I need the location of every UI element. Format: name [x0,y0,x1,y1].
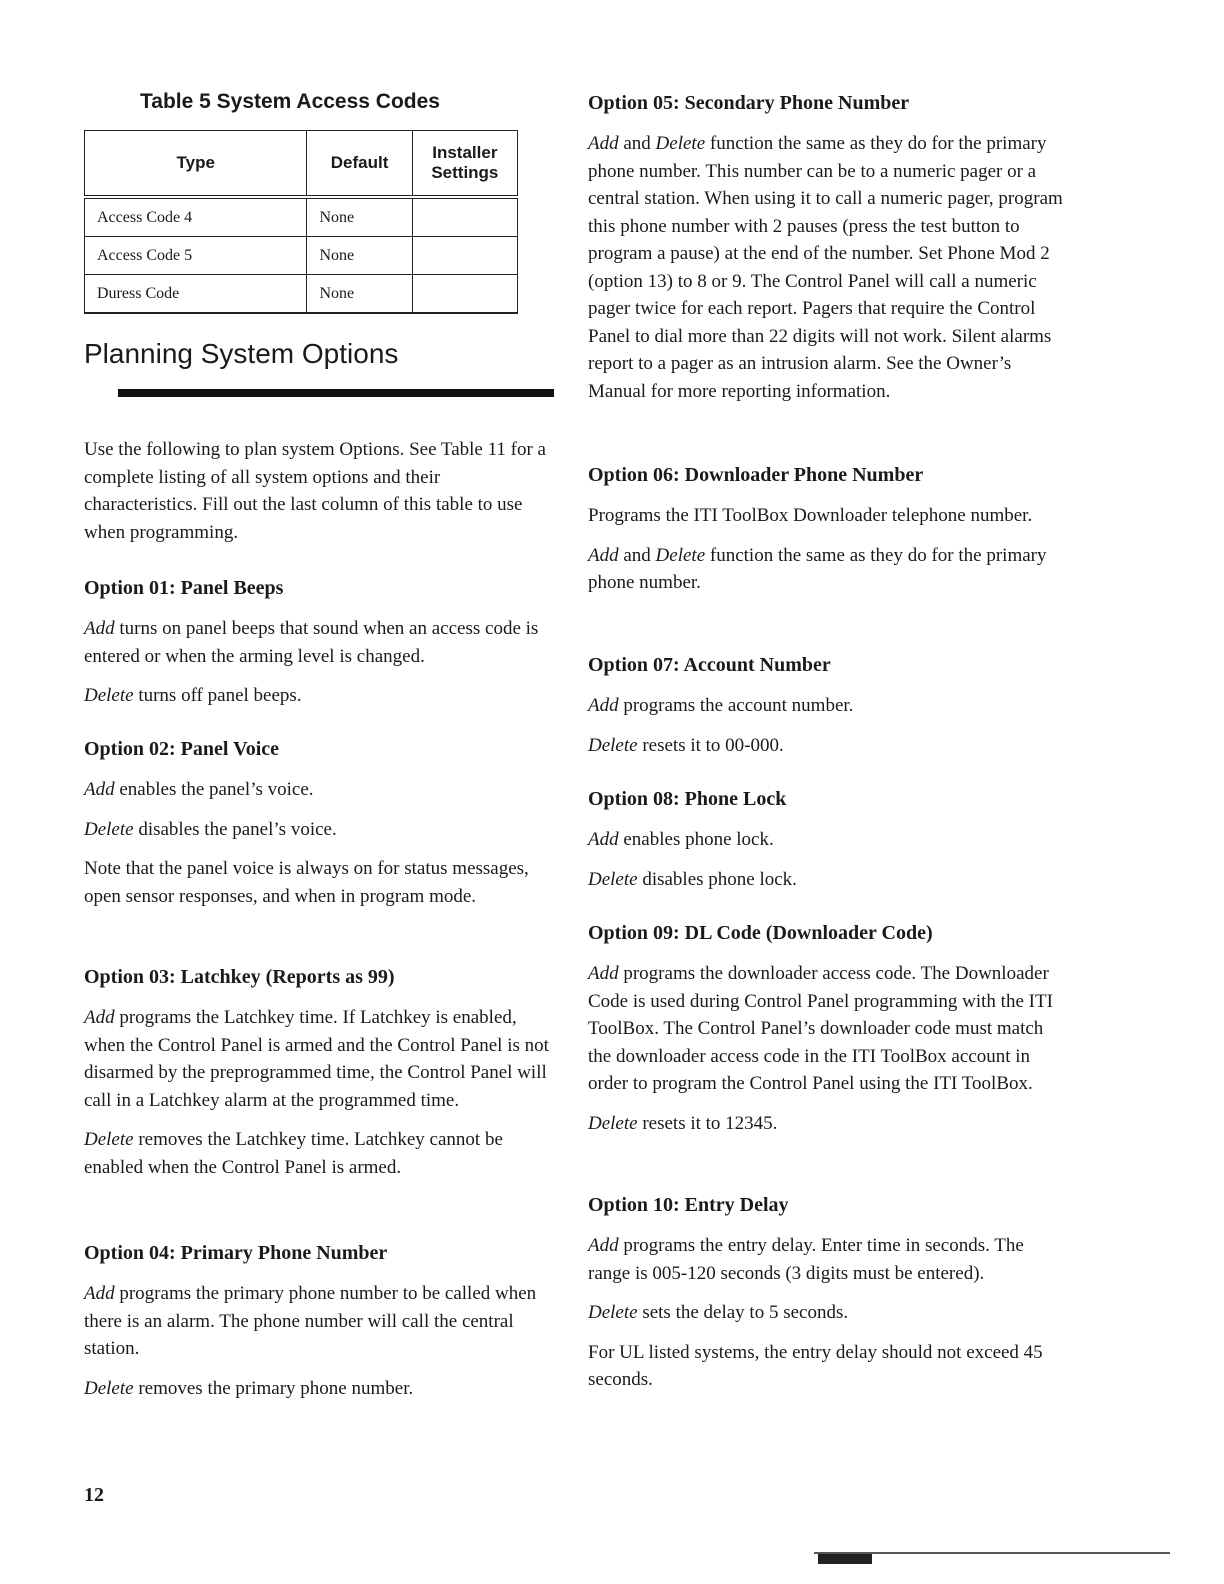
option-title: Option 03: Latchkey (Reports as 99) [84,966,395,988]
option-paragraph: Delete resets it to 00-000. [588,734,784,756]
option-paragraph: Add programs the Latchkey time. If Latchkey is enabled, when the Control Panel is armed and the Control Panel is not disarmed by the preprogrammed time, the Control Panel will call in a Latchkey alarm at the programmed time. [84,1007,549,1111]
option-02 [84,736,556,910]
option-paragraph: Add programs the entry delay. Enter time in seconds. The range is 005-120 seconds (3 digits must be entered). [588,1235,1024,1284]
access-codes-table [84,130,518,314]
option-title: Option 02: Panel Voice [84,738,280,760]
heading-rule [118,389,554,397]
table-cell [412,237,517,275]
option-paragraph: Delete disables the panel’s voice. [84,818,337,840]
option-08 [588,786,1063,893]
page-number: 12 [84,1484,104,1506]
option-06 [588,462,1063,597]
column-header-installer-settings: Installer Settings [412,131,517,198]
table-cell: None [307,197,412,237]
column-header-type: Type [85,131,307,198]
option-title: Option 10: Entry Delay [588,1194,789,1216]
column-header-default: Default [307,131,412,198]
option-title: Option 01: Panel Beeps [84,577,284,599]
section-intro [84,436,556,546]
table-header-row [85,131,518,198]
footer-mark [818,1554,872,1564]
option-paragraph: Add and Delete function the same as they do for the primary phone number. This number can be to a numeric pager or a central station. When using it to call a numeric pager, program this phone number with 2 pauses (press the test button to program a pause) at the end of the number. Set Phone Mod 2 (option 13) to 8 or 9. The Control Panel will call a numeric pager twice for each report. Pagers that require the Control Panel to dial more than 22 digits will not work. Silent alarms report to a pager as an intrusion alarm. See the Owner’s Manual for more reporting information. [588,133,1063,402]
option-title: Option 09: DL Code (Downloader Code) [588,922,933,944]
option-paragraph: Delete turns off panel beeps. [84,685,302,706]
option-paragraph: Delete removes the primary phone number. [84,1377,414,1399]
option-note: For UL listed systems, the entry delay should not exceed 45 seconds. [588,1341,1043,1390]
option-paragraph: Add enables phone lock. [588,829,774,850]
option-paragraph: Add enables the panel’s voice. [84,779,314,800]
option-title: Option 06: Downloader Phone Number [588,464,924,486]
option-title: Option 08: Phone Lock [588,788,787,810]
table-cell: None [307,275,412,314]
section-heading: Planning System Options [84,338,399,369]
option-title: Option 05: Secondary Phone Number [588,92,910,114]
table-row [85,275,518,314]
option-07 [588,652,1063,759]
option-paragraph: Delete removes the Latchkey time. Latchkey cannot be enabled when the Control Panel is armed. [84,1129,503,1178]
table-row [85,237,518,275]
table-cell: Access Code 5 [85,237,307,275]
option-title: Option 04: Primary Phone Number [84,1242,388,1264]
table-cell [412,197,517,237]
option-paragraph: Delete disables phone lock. [588,868,797,890]
option-01 [84,575,556,710]
table-cell: Duress Code [85,275,307,314]
option-09 [588,920,1063,1137]
table-title: Table 5 System Access Codes [140,90,440,113]
intro-paragraph: Use the following to plan system Options. See Table 11 for a complete listing of all system options and their characteristics. Fill out the last column of this table to use when programming. [84,439,546,543]
table-row [85,197,518,237]
option-paragraph: Add and Delete function the same as they do for the primary phone number. [588,544,1047,593]
table-cell [412,275,517,314]
option-paragraph: Delete sets the delay to 5 seconds. [588,1302,849,1323]
option-10 [588,1192,1063,1394]
option-title: Option 07: Account Number [588,654,831,676]
option-paragraph: Add programs the account number. [588,695,854,716]
option-paragraph: Delete resets it to 12345. [588,1112,778,1134]
table-cell: Access Code 4 [85,197,307,237]
option-04 [84,1240,556,1402]
option-paragraph: Add programs the downloader access code. The Downloader Code is used during Control Panel programming with the ITI ToolBox. The Control Panel’s downloader code must match the downloader access code in the ITI ToolBox account in order to program the Control Panel using the ITI ToolBox. [588,963,1053,1094]
option-03 [84,964,556,1181]
option-note: Note that the panel voice is always on for status messages, open sensor responses, and when in program mode. [84,858,529,907]
option-05 [588,90,1063,405]
table-cell: None [307,237,412,275]
option-paragraph: Add turns on panel beeps that sound when an access code is entered or when the arming level is changed. [84,618,539,667]
option-paragraph: Add programs the primary phone number to be called when there is an alarm. The phone number will call the central station. [84,1283,537,1359]
option-paragraph: Programs the ITI ToolBox Downloader telephone number. [588,505,1033,526]
